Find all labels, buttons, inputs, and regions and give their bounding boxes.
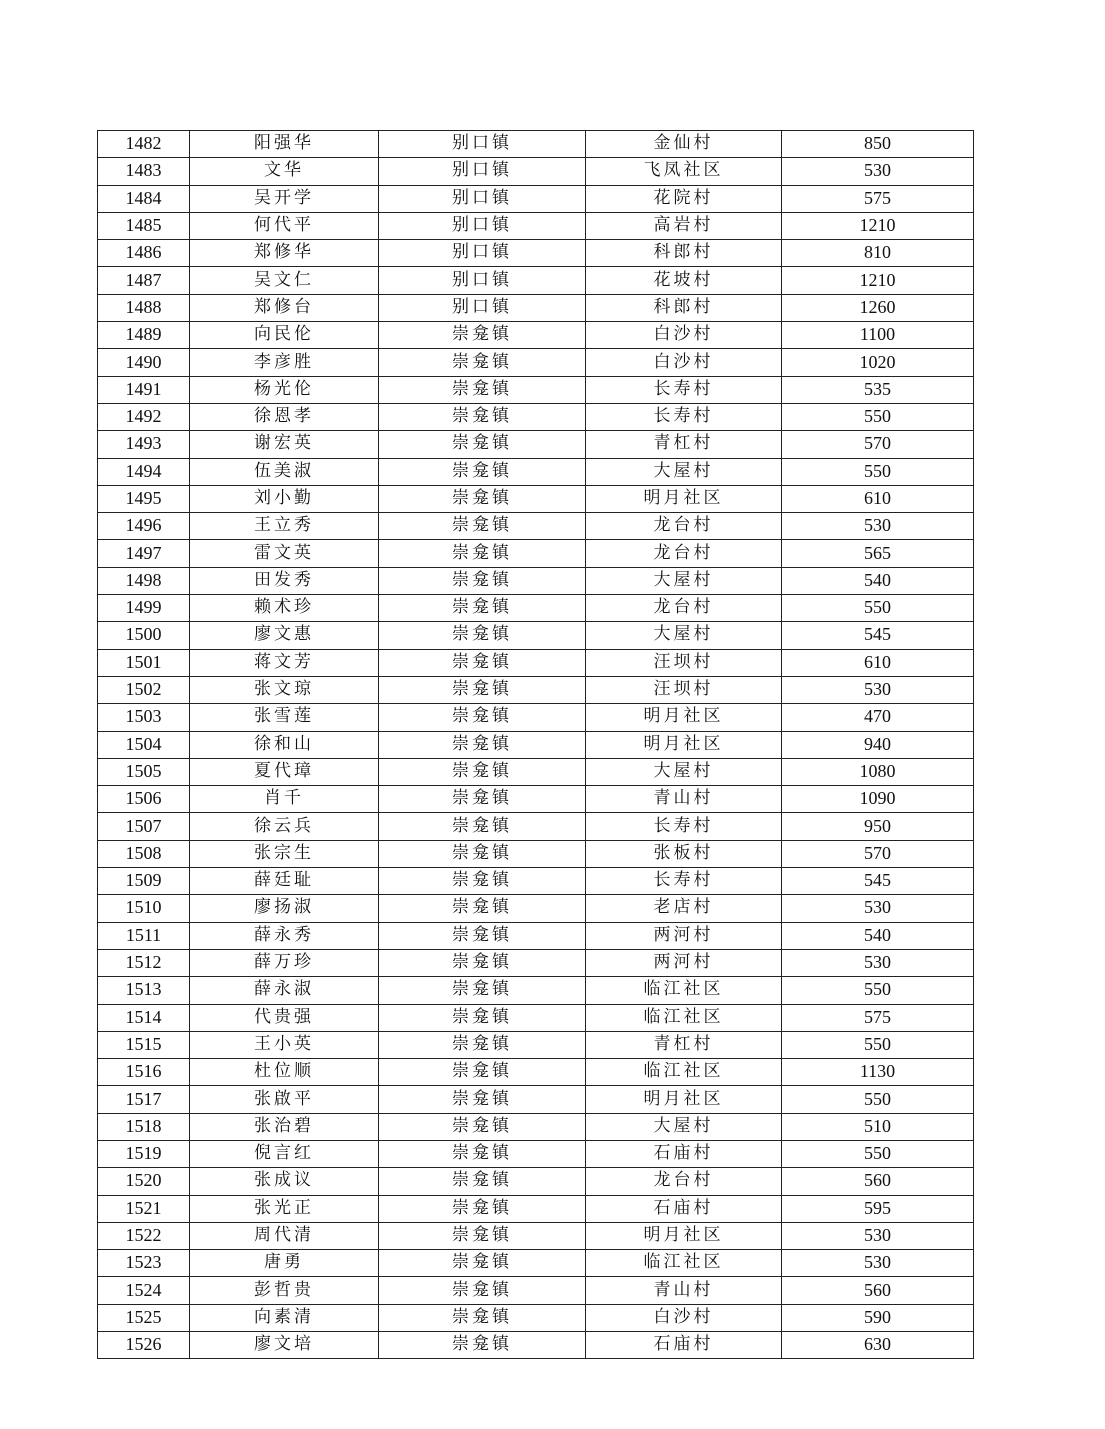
row-number-cell: 1499 bbox=[98, 595, 190, 622]
name-cell: 向民伦 bbox=[190, 322, 379, 349]
row-number-cell: 1518 bbox=[98, 1113, 190, 1140]
amount-cell: 545 bbox=[782, 868, 974, 895]
town-cell: 别口镇 bbox=[379, 131, 586, 158]
amount-cell: 610 bbox=[782, 649, 974, 676]
name-cell: 徐恩孝 bbox=[190, 403, 379, 430]
town-cell: 崇龛镇 bbox=[379, 513, 586, 540]
village-cell: 高岩村 bbox=[586, 212, 782, 239]
village-cell: 明月社区 bbox=[586, 1222, 782, 1249]
village-cell: 科郎村 bbox=[586, 240, 782, 267]
table-row bbox=[98, 704, 974, 731]
name-cell: 刘小勤 bbox=[190, 485, 379, 512]
row-number-cell: 1514 bbox=[98, 1004, 190, 1031]
row-number-cell: 1501 bbox=[98, 649, 190, 676]
table-row bbox=[98, 1031, 974, 1058]
name-cell: 李彦胜 bbox=[190, 349, 379, 376]
town-cell: 别口镇 bbox=[379, 240, 586, 267]
town-cell: 崇龛镇 bbox=[379, 704, 586, 731]
amount-cell: 530 bbox=[782, 513, 974, 540]
table-row bbox=[98, 1140, 974, 1167]
row-number-cell: 1515 bbox=[98, 1031, 190, 1058]
name-cell: 向素清 bbox=[190, 1304, 379, 1331]
amount-cell: 530 bbox=[782, 895, 974, 922]
row-number-cell: 1498 bbox=[98, 567, 190, 594]
table-row bbox=[98, 1304, 974, 1331]
village-cell: 大屋村 bbox=[586, 458, 782, 485]
row-number-cell: 1486 bbox=[98, 240, 190, 267]
table-row bbox=[98, 267, 974, 294]
town-cell: 崇龛镇 bbox=[379, 376, 586, 403]
town-cell: 崇龛镇 bbox=[379, 458, 586, 485]
name-cell: 张啟平 bbox=[190, 1086, 379, 1113]
village-cell: 龙台村 bbox=[586, 540, 782, 567]
village-cell: 花坡村 bbox=[586, 267, 782, 294]
row-number-cell: 1485 bbox=[98, 212, 190, 239]
village-cell: 飞凤社区 bbox=[586, 158, 782, 185]
town-cell: 崇龛镇 bbox=[379, 1140, 586, 1167]
table-row bbox=[98, 949, 974, 976]
village-cell: 临江社区 bbox=[586, 977, 782, 1004]
amount-cell: 570 bbox=[782, 840, 974, 867]
name-cell: 廖文惠 bbox=[190, 622, 379, 649]
village-cell: 大屋村 bbox=[586, 622, 782, 649]
town-cell: 崇龛镇 bbox=[379, 431, 586, 458]
town-cell: 崇龛镇 bbox=[379, 1332, 586, 1359]
name-cell: 彭哲贵 bbox=[190, 1277, 379, 1304]
amount-cell: 550 bbox=[782, 977, 974, 1004]
row-number-cell: 1495 bbox=[98, 485, 190, 512]
table-row bbox=[98, 185, 974, 212]
town-cell: 崇龛镇 bbox=[379, 622, 586, 649]
village-cell: 临江社区 bbox=[586, 1059, 782, 1086]
village-cell: 青杠村 bbox=[586, 431, 782, 458]
amount-cell: 950 bbox=[782, 813, 974, 840]
row-number-cell: 1500 bbox=[98, 622, 190, 649]
name-cell: 周代清 bbox=[190, 1222, 379, 1249]
table-row bbox=[98, 1004, 974, 1031]
town-cell: 崇龛镇 bbox=[379, 676, 586, 703]
town-cell: 崇龛镇 bbox=[379, 922, 586, 949]
town-cell: 崇龛镇 bbox=[379, 731, 586, 758]
town-cell: 崇龛镇 bbox=[379, 758, 586, 785]
name-cell: 郑修台 bbox=[190, 294, 379, 321]
town-cell: 崇龛镇 bbox=[379, 813, 586, 840]
town-cell: 崇龛镇 bbox=[379, 895, 586, 922]
row-number-cell: 1497 bbox=[98, 540, 190, 567]
name-cell: 张成议 bbox=[190, 1168, 379, 1195]
table-row bbox=[98, 322, 974, 349]
table-row bbox=[98, 1332, 974, 1359]
town-cell: 崇龛镇 bbox=[379, 786, 586, 813]
row-number-cell: 1494 bbox=[98, 458, 190, 485]
row-number-cell: 1487 bbox=[98, 267, 190, 294]
village-cell: 大屋村 bbox=[586, 758, 782, 785]
town-cell: 崇龛镇 bbox=[379, 949, 586, 976]
village-cell: 两河村 bbox=[586, 949, 782, 976]
table-row bbox=[98, 758, 974, 785]
row-number-cell: 1509 bbox=[98, 868, 190, 895]
row-number-cell: 1523 bbox=[98, 1250, 190, 1277]
row-number-cell: 1512 bbox=[98, 949, 190, 976]
name-cell: 何代平 bbox=[190, 212, 379, 239]
village-cell: 临江社区 bbox=[586, 1250, 782, 1277]
town-cell: 崇龛镇 bbox=[379, 1004, 586, 1031]
town-cell: 崇龛镇 bbox=[379, 595, 586, 622]
table-row bbox=[98, 131, 974, 158]
table-row bbox=[98, 731, 974, 758]
amount-cell: 570 bbox=[782, 431, 974, 458]
row-number-cell: 1508 bbox=[98, 840, 190, 867]
town-cell: 崇龛镇 bbox=[379, 977, 586, 1004]
village-cell: 花院村 bbox=[586, 185, 782, 212]
amount-cell: 530 bbox=[782, 1222, 974, 1249]
records-table bbox=[97, 130, 974, 1359]
name-cell: 廖文培 bbox=[190, 1332, 379, 1359]
village-cell: 龙台村 bbox=[586, 513, 782, 540]
amount-cell: 575 bbox=[782, 185, 974, 212]
town-cell: 崇龛镇 bbox=[379, 1304, 586, 1331]
village-cell: 石庙村 bbox=[586, 1195, 782, 1222]
town-cell: 崇龛镇 bbox=[379, 1059, 586, 1086]
table-row bbox=[98, 431, 974, 458]
table-row bbox=[98, 595, 974, 622]
row-number-cell: 1489 bbox=[98, 322, 190, 349]
name-cell: 薛万珍 bbox=[190, 949, 379, 976]
amount-cell: 595 bbox=[782, 1195, 974, 1222]
table-row bbox=[98, 458, 974, 485]
village-cell: 两河村 bbox=[586, 922, 782, 949]
amount-cell: 610 bbox=[782, 485, 974, 512]
name-cell: 雷文英 bbox=[190, 540, 379, 567]
amount-cell: 590 bbox=[782, 1304, 974, 1331]
row-number-cell: 1492 bbox=[98, 403, 190, 430]
name-cell: 代贵强 bbox=[190, 1004, 379, 1031]
table-row bbox=[98, 567, 974, 594]
town-cell: 别口镇 bbox=[379, 294, 586, 321]
village-cell: 老店村 bbox=[586, 895, 782, 922]
village-cell: 龙台村 bbox=[586, 595, 782, 622]
name-cell: 杜位顺 bbox=[190, 1059, 379, 1086]
name-cell: 吴文仁 bbox=[190, 267, 379, 294]
village-cell: 张板村 bbox=[586, 840, 782, 867]
table-row bbox=[98, 212, 974, 239]
amount-cell: 1100 bbox=[782, 322, 974, 349]
row-number-cell: 1483 bbox=[98, 158, 190, 185]
row-number-cell: 1507 bbox=[98, 813, 190, 840]
table-row bbox=[98, 676, 974, 703]
name-cell: 郑修华 bbox=[190, 240, 379, 267]
table-row bbox=[98, 376, 974, 403]
amount-cell: 550 bbox=[782, 1031, 974, 1058]
table-row bbox=[98, 922, 974, 949]
table-row bbox=[98, 977, 974, 1004]
table-row bbox=[98, 1250, 974, 1277]
name-cell: 田发秀 bbox=[190, 567, 379, 594]
row-number-cell: 1520 bbox=[98, 1168, 190, 1195]
town-cell: 崇龛镇 bbox=[379, 840, 586, 867]
table-row bbox=[98, 513, 974, 540]
village-cell: 汪坝村 bbox=[586, 676, 782, 703]
row-number-cell: 1513 bbox=[98, 977, 190, 1004]
row-number-cell: 1491 bbox=[98, 376, 190, 403]
village-cell: 长寿村 bbox=[586, 868, 782, 895]
amount-cell: 550 bbox=[782, 403, 974, 430]
row-number-cell: 1526 bbox=[98, 1332, 190, 1359]
row-number-cell: 1516 bbox=[98, 1059, 190, 1086]
village-cell: 临江社区 bbox=[586, 1004, 782, 1031]
village-cell: 石庙村 bbox=[586, 1140, 782, 1167]
amount-cell: 545 bbox=[782, 622, 974, 649]
name-cell: 吴开学 bbox=[190, 185, 379, 212]
name-cell: 薛永秀 bbox=[190, 922, 379, 949]
village-cell: 青山村 bbox=[586, 786, 782, 813]
name-cell: 徐和山 bbox=[190, 731, 379, 758]
name-cell: 薛永淑 bbox=[190, 977, 379, 1004]
town-cell: 别口镇 bbox=[379, 212, 586, 239]
table-row bbox=[98, 1222, 974, 1249]
row-number-cell: 1517 bbox=[98, 1086, 190, 1113]
table-row bbox=[98, 786, 974, 813]
row-number-cell: 1505 bbox=[98, 758, 190, 785]
name-cell: 王小英 bbox=[190, 1031, 379, 1058]
name-cell: 张光正 bbox=[190, 1195, 379, 1222]
row-number-cell: 1493 bbox=[98, 431, 190, 458]
table-row bbox=[98, 240, 974, 267]
amount-cell: 535 bbox=[782, 376, 974, 403]
name-cell: 肖千 bbox=[190, 786, 379, 813]
row-number-cell: 1522 bbox=[98, 1222, 190, 1249]
row-number-cell: 1503 bbox=[98, 704, 190, 731]
name-cell: 倪言红 bbox=[190, 1140, 379, 1167]
village-cell: 龙台村 bbox=[586, 1168, 782, 1195]
row-number-cell: 1510 bbox=[98, 895, 190, 922]
table-row bbox=[98, 485, 974, 512]
row-number-cell: 1519 bbox=[98, 1140, 190, 1167]
town-cell: 崇龛镇 bbox=[379, 1086, 586, 1113]
amount-cell: 1020 bbox=[782, 349, 974, 376]
table-row bbox=[98, 294, 974, 321]
name-cell: 赖术珍 bbox=[190, 595, 379, 622]
amount-cell: 560 bbox=[782, 1168, 974, 1195]
amount-cell: 550 bbox=[782, 1086, 974, 1113]
village-cell: 明月社区 bbox=[586, 704, 782, 731]
name-cell: 文华 bbox=[190, 158, 379, 185]
name-cell: 王立秀 bbox=[190, 513, 379, 540]
amount-cell: 565 bbox=[782, 540, 974, 567]
village-cell: 大屋村 bbox=[586, 1113, 782, 1140]
row-number-cell: 1488 bbox=[98, 294, 190, 321]
amount-cell: 1090 bbox=[782, 786, 974, 813]
table-row bbox=[98, 1086, 974, 1113]
name-cell: 廖扬淑 bbox=[190, 895, 379, 922]
name-cell: 伍美淑 bbox=[190, 458, 379, 485]
village-cell: 长寿村 bbox=[586, 813, 782, 840]
village-cell: 石庙村 bbox=[586, 1332, 782, 1359]
town-cell: 崇龛镇 bbox=[379, 1250, 586, 1277]
amount-cell: 550 bbox=[782, 458, 974, 485]
amount-cell: 575 bbox=[782, 1004, 974, 1031]
row-number-cell: 1525 bbox=[98, 1304, 190, 1331]
name-cell: 张宗生 bbox=[190, 840, 379, 867]
table-row bbox=[98, 403, 974, 430]
village-cell: 金仙村 bbox=[586, 131, 782, 158]
town-cell: 崇龛镇 bbox=[379, 485, 586, 512]
name-cell: 杨光伦 bbox=[190, 376, 379, 403]
table-row bbox=[98, 540, 974, 567]
town-cell: 崇龛镇 bbox=[379, 567, 586, 594]
amount-cell: 530 bbox=[782, 1250, 974, 1277]
amount-cell: 1210 bbox=[782, 212, 974, 239]
amount-cell: 470 bbox=[782, 704, 974, 731]
town-cell: 崇龛镇 bbox=[379, 1031, 586, 1058]
village-cell: 长寿村 bbox=[586, 403, 782, 430]
amount-cell: 550 bbox=[782, 1140, 974, 1167]
amount-cell: 1260 bbox=[782, 294, 974, 321]
amount-cell: 510 bbox=[782, 1113, 974, 1140]
amount-cell: 530 bbox=[782, 158, 974, 185]
name-cell: 张治碧 bbox=[190, 1113, 379, 1140]
amount-cell: 530 bbox=[782, 676, 974, 703]
table-row bbox=[98, 840, 974, 867]
amount-cell: 1130 bbox=[782, 1059, 974, 1086]
town-cell: 崇龛镇 bbox=[379, 1195, 586, 1222]
town-cell: 崇龛镇 bbox=[379, 540, 586, 567]
amount-cell: 1080 bbox=[782, 758, 974, 785]
town-cell: 崇龛镇 bbox=[379, 1277, 586, 1304]
table-row bbox=[98, 868, 974, 895]
amount-cell: 810 bbox=[782, 240, 974, 267]
table-row bbox=[98, 1277, 974, 1304]
amount-cell: 540 bbox=[782, 922, 974, 949]
amount-cell: 850 bbox=[782, 131, 974, 158]
name-cell: 张雪莲 bbox=[190, 704, 379, 731]
town-cell: 别口镇 bbox=[379, 158, 586, 185]
village-cell: 青杠村 bbox=[586, 1031, 782, 1058]
row-number-cell: 1524 bbox=[98, 1277, 190, 1304]
row-number-cell: 1496 bbox=[98, 513, 190, 540]
village-cell: 汪坝村 bbox=[586, 649, 782, 676]
amount-cell: 940 bbox=[782, 731, 974, 758]
name-cell: 薛廷耻 bbox=[190, 868, 379, 895]
town-cell: 崇龛镇 bbox=[379, 349, 586, 376]
name-cell: 徐云兵 bbox=[190, 813, 379, 840]
table-row bbox=[98, 1059, 974, 1086]
name-cell: 唐勇 bbox=[190, 1250, 379, 1277]
village-cell: 大屋村 bbox=[586, 567, 782, 594]
town-cell: 崇龛镇 bbox=[379, 322, 586, 349]
town-cell: 别口镇 bbox=[379, 267, 586, 294]
table-row bbox=[98, 622, 974, 649]
town-cell: 崇龛镇 bbox=[379, 649, 586, 676]
village-cell: 白沙村 bbox=[586, 322, 782, 349]
town-cell: 崇龛镇 bbox=[379, 403, 586, 430]
village-cell: 长寿村 bbox=[586, 376, 782, 403]
row-number-cell: 1502 bbox=[98, 676, 190, 703]
table-row bbox=[98, 813, 974, 840]
village-cell: 白沙村 bbox=[586, 349, 782, 376]
village-cell: 科郎村 bbox=[586, 294, 782, 321]
row-number-cell: 1521 bbox=[98, 1195, 190, 1222]
table-row bbox=[98, 349, 974, 376]
amount-cell: 1210 bbox=[782, 267, 974, 294]
village-cell: 明月社区 bbox=[586, 485, 782, 512]
village-cell: 青山村 bbox=[586, 1277, 782, 1304]
row-number-cell: 1511 bbox=[98, 922, 190, 949]
town-cell: 崇龛镇 bbox=[379, 1168, 586, 1195]
row-number-cell: 1504 bbox=[98, 731, 190, 758]
name-cell: 蒋文芳 bbox=[190, 649, 379, 676]
name-cell: 阳强华 bbox=[190, 131, 379, 158]
amount-cell: 550 bbox=[782, 595, 974, 622]
name-cell: 谢宏英 bbox=[190, 431, 379, 458]
table-row bbox=[98, 895, 974, 922]
row-number-cell: 1506 bbox=[98, 786, 190, 813]
row-number-cell: 1482 bbox=[98, 131, 190, 158]
village-cell: 白沙村 bbox=[586, 1304, 782, 1331]
town-cell: 崇龛镇 bbox=[379, 1222, 586, 1249]
amount-cell: 530 bbox=[782, 949, 974, 976]
table-body bbox=[98, 131, 974, 1359]
village-cell: 明月社区 bbox=[586, 731, 782, 758]
row-number-cell: 1490 bbox=[98, 349, 190, 376]
name-cell: 夏代璋 bbox=[190, 758, 379, 785]
table-row bbox=[98, 1113, 974, 1140]
table-row bbox=[98, 1168, 974, 1195]
table-row bbox=[98, 649, 974, 676]
amount-cell: 540 bbox=[782, 567, 974, 594]
amount-cell: 630 bbox=[782, 1332, 974, 1359]
table-row bbox=[98, 1195, 974, 1222]
row-number-cell: 1484 bbox=[98, 185, 190, 212]
table-row bbox=[98, 158, 974, 185]
amount-cell: 560 bbox=[782, 1277, 974, 1304]
village-cell: 明月社区 bbox=[586, 1086, 782, 1113]
town-cell: 崇龛镇 bbox=[379, 868, 586, 895]
town-cell: 别口镇 bbox=[379, 185, 586, 212]
name-cell: 张文琼 bbox=[190, 676, 379, 703]
town-cell: 崇龛镇 bbox=[379, 1113, 586, 1140]
